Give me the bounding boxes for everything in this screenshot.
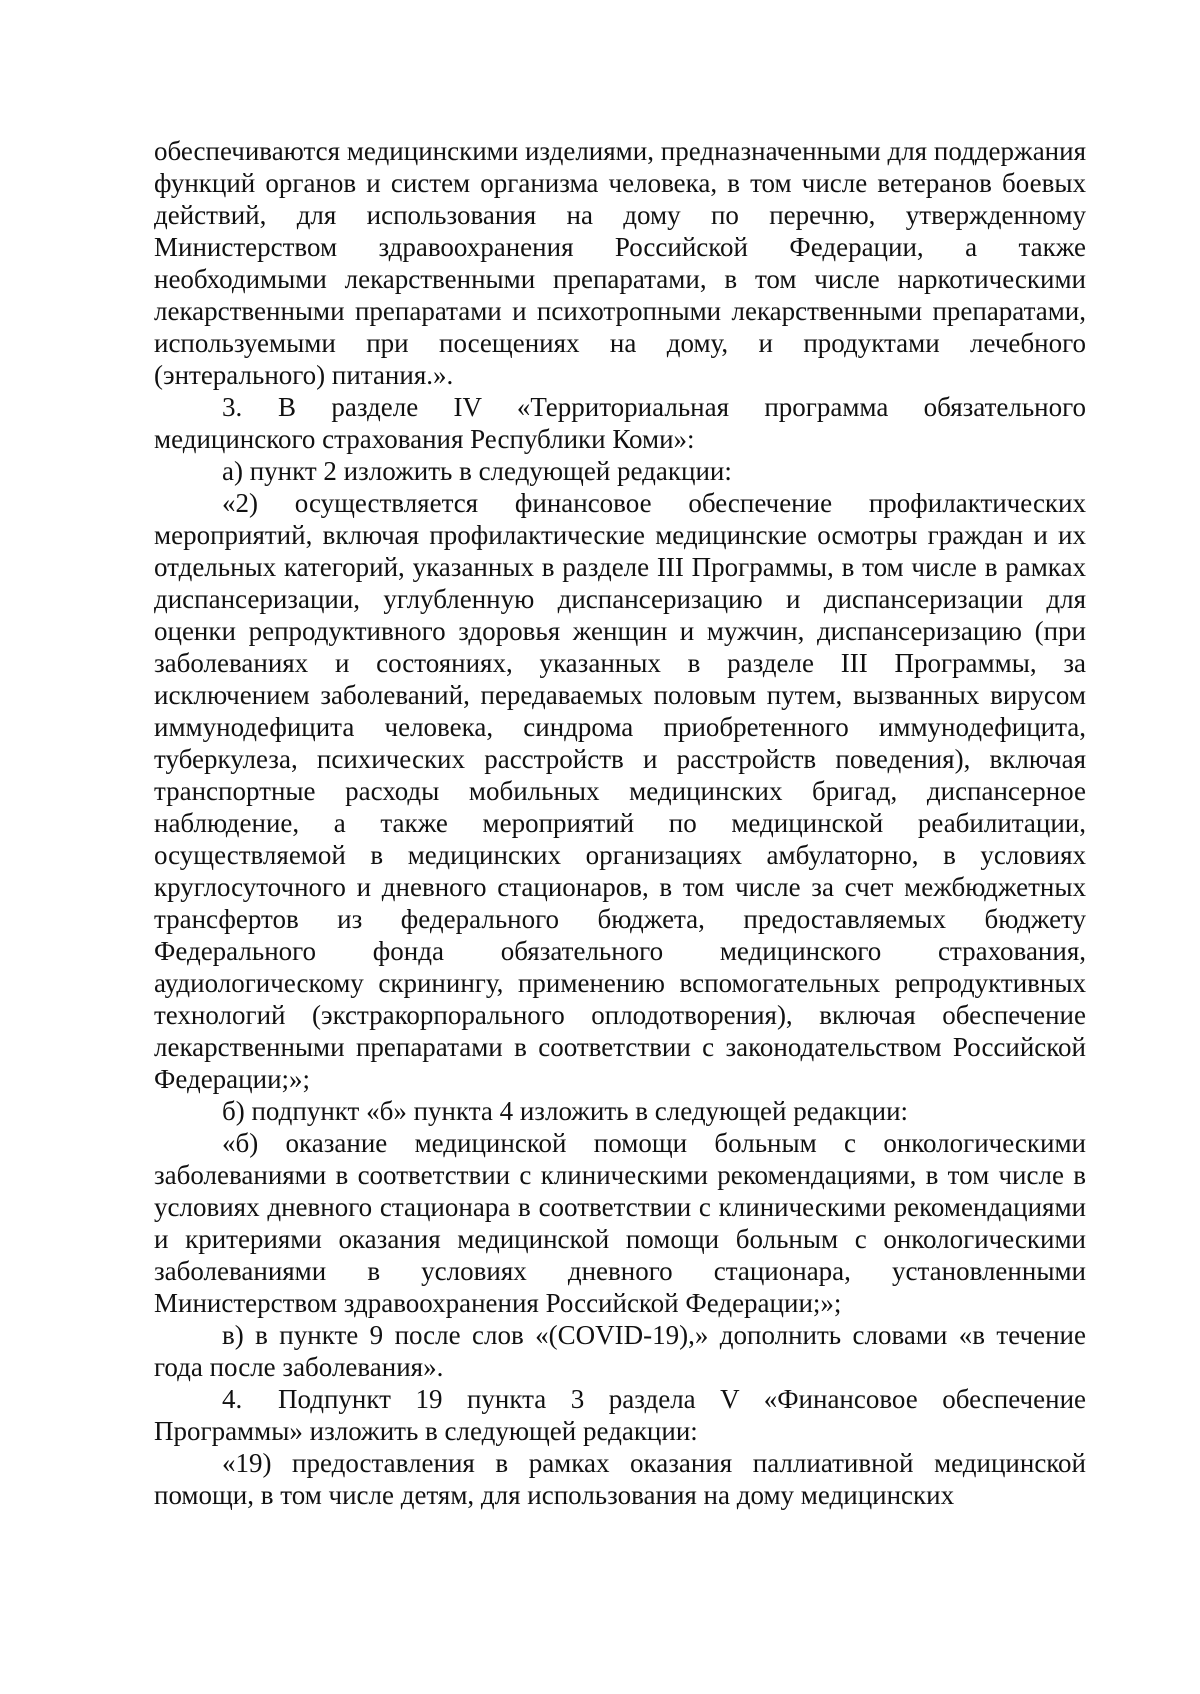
paragraph-subitem-a: а) пункт 2 изложить в следующей редакции: (222, 456, 732, 486)
item-text: Подпункт 19 пункта 3 раздела V «Финансовое обеспечение Программы» изложить в следующей редакции: (154, 1384, 1086, 1446)
paragraph-subitem-v: в) в пункте 9 после слов «(COVID-19),» дополнить словами «в течение года после заболевания». (154, 1320, 1086, 1382)
item-text: В разделе IV «Территориальная программа обязательного медицинского страхования Республики Коми»: (154, 392, 1086, 454)
paragraph-continuation: обеспечиваются медицинскими изделиями, предназначенными для поддержания функций органов и систем организма человека, в том числе ветеранов боевых действий, для использования на дому по перечню, утвержденному Министерством здравоохранения Российской Федерации, а также необходимыми лекарственными препаратами, в том числе наркотическими лекарственными препаратами и психотропными лекарственными препаратами, используемыми при посещениях на дому, и продуктами лечебного (энтерального) питания.». (154, 136, 1086, 390)
paragraph-quote-2: «2) осуществляется финансовое обеспечение профилактических мероприятий, включая профилактические медицинские осмотры граждан и их отдельных категорий, указанных в разделе III Программы, в том числе в рамках диспансеризации, углубленную диспансеризацию и диспансеризации для оценки репродуктивного здоровья женщин и мужчин, диспансеризацию (при заболеваниях и состояниях, указанных в разделе III Программы, за исключением заболеваний, передаваемых половым путем, вызванных вирусом иммунодефицита человека, синдрома приобретенного иммунодефицита, туберкулеза, психических расстройств и расстройств поведения), включая транспортные расходы мобильных медицинских бригад, диспансерное наблюдение, а также мероприятий по медицинской реабилитации, осуществляемой в медицинских организациях амбулаторно, в условиях круглосуточного и дневного стационаров, в том числе за счет межбюджетных трансфертов из федерального бюджета, предоставляемых бюджету Федерального фонда обязательного медицинского страхования, аудиологическому скринингу, применению вспомогательных репродуктивных технологий (экстракорпорального оплодотворения), включая обеспечение лекарственными препаратами в соответствии с законодательством Российской Федерации;»; (154, 488, 1086, 1094)
item-number: 3. (222, 392, 243, 422)
paragraph-item-4 (154, 1383, 1086, 1447)
paragraph-subitem-b: б) подпункт «б» пункта 4 изложить в следующей редакции: (222, 1096, 909, 1126)
paragraph-item-3 (154, 391, 1086, 455)
item-number: 4. (222, 1384, 243, 1414)
paragraph-quote-19: «19) предоставления в рамках оказания паллиативной медицинской помощи, в том числе детям, для использования на дому медицинских (154, 1448, 1086, 1510)
document-body (154, 135, 1086, 1511)
paragraph-quote-b: «б) оказание медицинской помощи больным с онкологическими заболеваниями в соответствии с клиническими рекомендациями, в том числе в условиях дневного стационара в соответствии с клиническими рекомендациями и критериями оказания медицинской помощи больным с онкологическими заболеваниями в условиях дневного стационара, установленными Министерством здравоохранения Российской Федерации;»; (154, 1128, 1086, 1318)
